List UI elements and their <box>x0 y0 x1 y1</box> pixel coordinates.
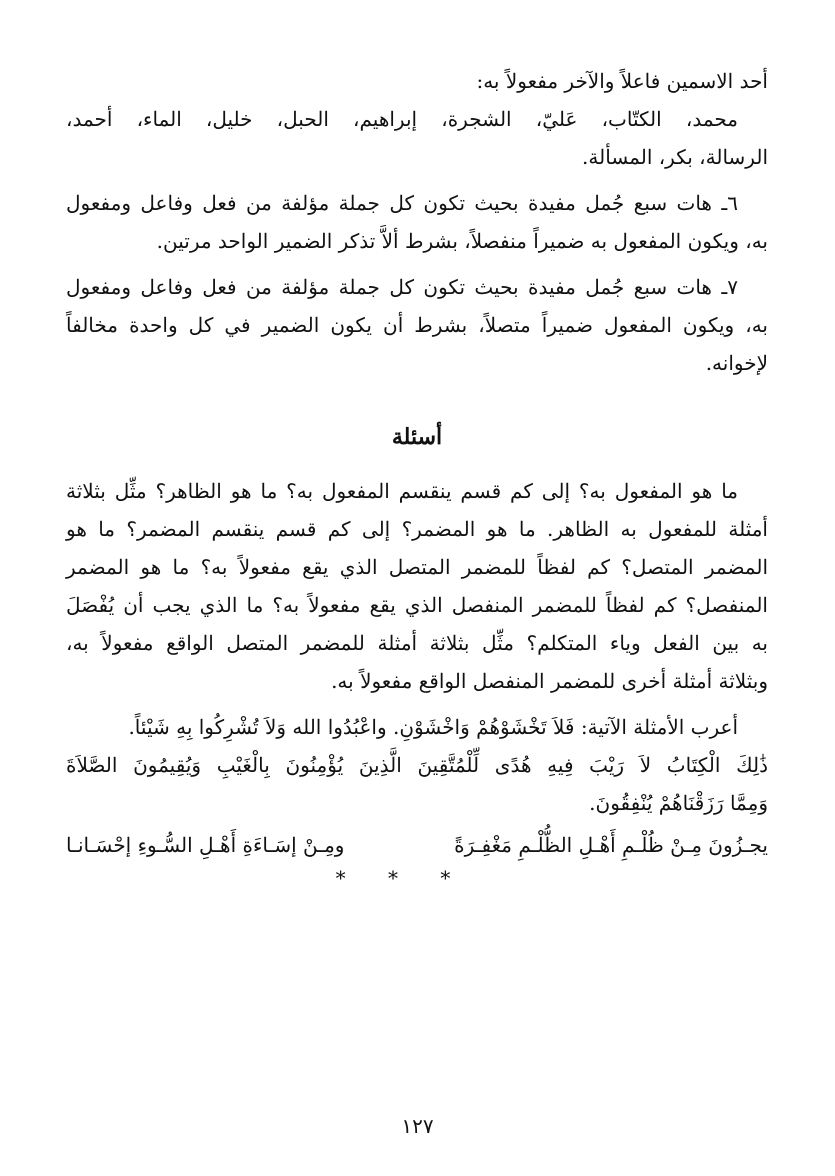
parsing-line-1: أعرب الأمثلة الآتية: فَلاَ تَخْشَوْهُمْ وَاخْشَوْنِ. واعْبُدُوا الله وَلاَ تُشْرِكُوا بِهِ شَيْئاً. <box>128 715 738 739</box>
parsing-block <box>66 708 768 890</box>
questions-line-3: المضمر المتصل؟ كم لفظاً للمضمر المتصل الذي يقع مفعولاً به؟ ما هو المضمر <box>66 555 768 579</box>
exercise-7-line-2: به، ويكون المفعول ضميراً متصلاً، بشرط أن يكون الضمير في كل واحدة مخالفاً <box>66 313 768 337</box>
questions-paragraph <box>66 472 768 700</box>
intro-block <box>66 62 768 176</box>
exercise-7-line-1: ٧ـ هات سبع جُمل مفيدة بحيث تكون كل جملة مؤلفة من فعل وفاعل ومفعول <box>66 275 738 299</box>
exercise-7 <box>66 268 768 382</box>
exercise-7-line-3: لإخوانه. <box>705 351 768 375</box>
verse-first-hemistich: يجـزُونَ مِـنْ ظُلْـمِ أَهْـلِ الظُّلْـمِ مَغْفِـرَةً <box>454 833 768 857</box>
exercise-6-line-1: ٦ـ هات سبع جُمل مفيدة بحيث تكون كل جملة مؤلفة من فعل وفاعل ومفعول <box>66 191 738 215</box>
section-separator: * * * <box>335 866 469 890</box>
exercise-6 <box>66 184 768 260</box>
questions-line-5: به بين الفعل وياء المتكلم؟ مثِّل بثلاثة أمثلة للمضمر المتصل الواقع مفعولاً به، <box>66 631 768 655</box>
questions-line-2: أمثلة للمفعول به الظاهر. ما هو المضمر؟ إلى كم قسم ينقسم المضمر؟ ما هو <box>66 517 768 541</box>
questions-line-6: وبثلاثة أمثلة أخرى للمضمر المنفصل الواقع مفعولاً به. <box>331 669 768 693</box>
parsing-line-3: وَمِمَّا رَزَقْنَاهُمْ يُنْفِقُونَ. <box>589 791 768 815</box>
parsing-line-2: ذَٰلِكَ الْكِتَابُ لاَ رَيْبَ فِيهِ هُدًى لِّلْمُتَّقِينَ الَّذِينَ يُؤْمِنُونَ بِالْغَيْبِ وَيُقِيمُونَ الصَّلاَةَ <box>66 753 768 777</box>
page-number: ١٢٧ <box>401 1114 434 1138</box>
questions-heading: أسئلة <box>391 424 443 450</box>
intro-line-3: الرسالة، بكر، المسألة. <box>582 145 768 169</box>
questions-line-4: المنفصل؟ كم لفظاً للمضمر المنفصل الذي يقع مفعولاً به؟ ما الذي يجب أن يُفْصَلَ <box>66 593 768 617</box>
intro-line-2: محمد، الكتّاب، عَليّ، الشجرة، إبراهيم، الحبل، خليل، الماء، أحمد، <box>66 107 738 131</box>
questions-line-1: ما هو المفعول به؟ إلى كم قسم ينقسم المفعول به؟ ما هو الظاهر؟ مثِّل بثلاثة <box>66 479 738 503</box>
page-body <box>66 62 768 890</box>
poetry-verse <box>66 826 768 864</box>
intro-line-1: أحد الاسمين فاعلاً والآخر مفعولاً به: <box>476 69 768 93</box>
verse-second-hemistich: ومِـنْ إسَـاءَةِ أَهْـلِ السُّـوءِ إحْسَـانـا <box>66 833 345 857</box>
exercise-6-line-2: به، ويكون المفعول به ضميراً منفصلاً، بشرط ألاَّ تذكر الضمير الواحد مرتين. <box>156 229 768 253</box>
